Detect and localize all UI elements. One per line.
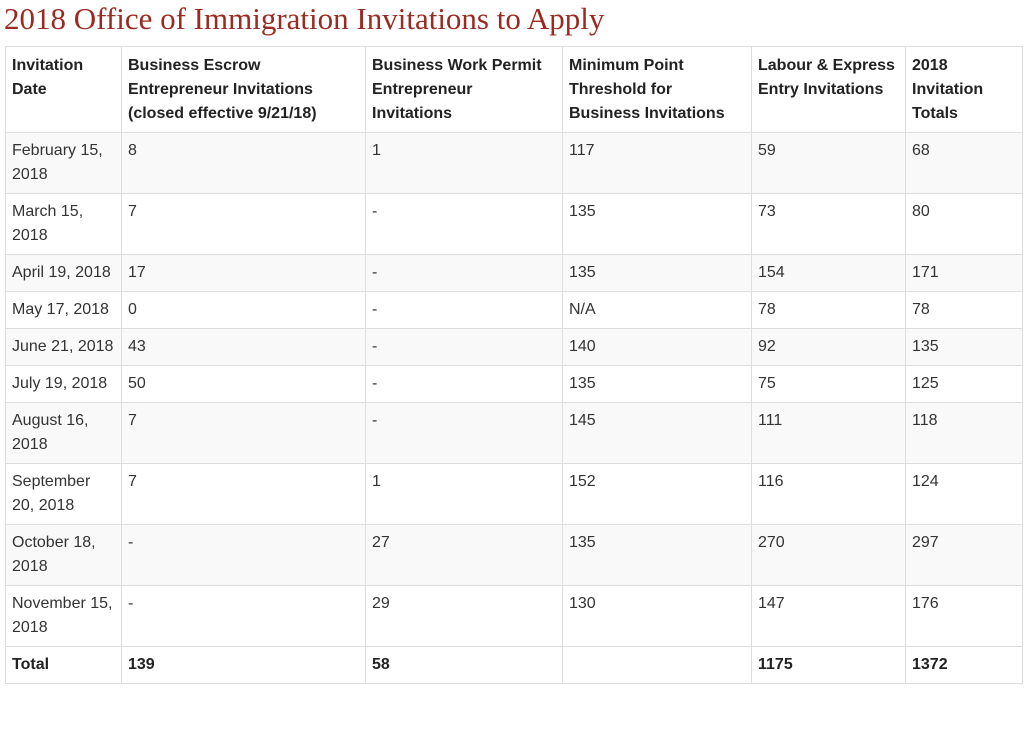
table-row: [6, 329, 1023, 366]
cell-business-work-permit: 1: [366, 133, 563, 194]
header-minimum-point-threshold: Minimum Point Threshold for Business Invitations: [563, 47, 752, 133]
cell-invitation-date: May 17, 2018: [6, 292, 122, 329]
cell-minimum-point-threshold: 135: [563, 194, 752, 255]
cell-business-escrow: 8: [122, 133, 366, 194]
cell-minimum-point-threshold: 140: [563, 329, 752, 366]
cell-labour-express-entry: 147: [752, 586, 906, 647]
cell-labour-express-entry: 73: [752, 194, 906, 255]
cell-business-escrow: 17: [122, 255, 366, 292]
cell-business-escrow: 50: [122, 366, 366, 403]
cell-business-escrow: 7: [122, 464, 366, 525]
totals-invitation-totals: 1372: [906, 647, 1023, 684]
cell-invitation-totals: 80: [906, 194, 1023, 255]
cell-business-work-permit: -: [366, 292, 563, 329]
cell-invitation-date: November 15, 2018: [6, 586, 122, 647]
table-row: [6, 464, 1023, 525]
cell-business-work-permit: -: [366, 403, 563, 464]
table-row: [6, 403, 1023, 464]
cell-labour-express-entry: 270: [752, 525, 906, 586]
cell-invitation-totals: 125: [906, 366, 1023, 403]
cell-business-work-permit: 1: [366, 464, 563, 525]
cell-invitation-totals: 118: [906, 403, 1023, 464]
invitations-table: [5, 46, 1023, 684]
cell-minimum-point-threshold: 135: [563, 366, 752, 403]
table-row: [6, 366, 1023, 403]
header-business-work-permit: Business Work Permit Entrepreneur Invitations: [366, 47, 563, 133]
cell-invitation-totals: 176: [906, 586, 1023, 647]
cell-labour-express-entry: 111: [752, 403, 906, 464]
cell-business-work-permit: 27: [366, 525, 563, 586]
cell-business-escrow: -: [122, 586, 366, 647]
cell-invitation-totals: 297: [906, 525, 1023, 586]
cell-labour-express-entry: 59: [752, 133, 906, 194]
cell-minimum-point-threshold: 152: [563, 464, 752, 525]
table-footer: [6, 647, 1023, 684]
page-title: 2018 Office of Immigration Invitations to Apply: [4, 1, 605, 36]
header-invitation-date: Invitation Date: [6, 47, 122, 133]
cell-labour-express-entry: 78: [752, 292, 906, 329]
header-invitation-totals: 2018 Invitation Totals: [906, 47, 1023, 133]
cell-labour-express-entry: 116: [752, 464, 906, 525]
cell-minimum-point-threshold: 130: [563, 586, 752, 647]
cell-business-escrow: 7: [122, 403, 366, 464]
cell-invitation-date: July 19, 2018: [6, 366, 122, 403]
cell-business-escrow: 0: [122, 292, 366, 329]
totals-minimum-point-threshold: [563, 647, 752, 684]
cell-business-escrow: -: [122, 525, 366, 586]
cell-invitation-totals: 135: [906, 329, 1023, 366]
cell-minimum-point-threshold: N/A: [563, 292, 752, 329]
header-row: [6, 47, 1023, 133]
cell-invitation-totals: 124: [906, 464, 1023, 525]
cell-business-work-permit: 29: [366, 586, 563, 647]
cell-invitation-date: March 15, 2018: [6, 194, 122, 255]
cell-minimum-point-threshold: 145: [563, 403, 752, 464]
cell-minimum-point-threshold: 135: [563, 255, 752, 292]
table-row: [6, 194, 1023, 255]
cell-business-escrow: 7: [122, 194, 366, 255]
totals-row: [6, 647, 1023, 684]
cell-invitation-date: February 15, 2018: [6, 133, 122, 194]
cell-business-work-permit: -: [366, 329, 563, 366]
totals-business-work-permit: 58: [366, 647, 563, 684]
cell-business-work-permit: -: [366, 194, 563, 255]
cell-business-work-permit: -: [366, 255, 563, 292]
cell-invitation-date: June 21, 2018: [6, 329, 122, 366]
table-header: [6, 47, 1023, 133]
cell-labour-express-entry: 92: [752, 329, 906, 366]
table-row: [6, 525, 1023, 586]
cell-labour-express-entry: 75: [752, 366, 906, 403]
cell-invitation-totals: 68: [906, 133, 1023, 194]
totals-labour-express-entry: 1175: [752, 647, 906, 684]
table-row: [6, 255, 1023, 292]
table-row: [6, 292, 1023, 329]
cell-minimum-point-threshold: 117: [563, 133, 752, 194]
cell-invitation-date: August 16, 2018: [6, 403, 122, 464]
header-labour-express-entry: Labour & Express Entry Invitations: [752, 47, 906, 133]
table-body: [6, 133, 1023, 647]
totals-business-escrow: 139: [122, 647, 366, 684]
cell-invitation-totals: 78: [906, 292, 1023, 329]
header-business-escrow: Business Escrow Entrepreneur Invitations (closed effective 9/21/18): [122, 47, 366, 133]
cell-business-work-permit: -: [366, 366, 563, 403]
totals-label: Total: [6, 647, 122, 684]
cell-business-escrow: 43: [122, 329, 366, 366]
cell-invitation-date: September 20, 2018: [6, 464, 122, 525]
cell-invitation-date: April 19, 2018: [6, 255, 122, 292]
cell-minimum-point-threshold: 135: [563, 525, 752, 586]
table-row: [6, 586, 1023, 647]
table-row: [6, 133, 1023, 194]
cell-invitation-date: October 18, 2018: [6, 525, 122, 586]
cell-invitation-totals: 171: [906, 255, 1023, 292]
cell-labour-express-entry: 154: [752, 255, 906, 292]
